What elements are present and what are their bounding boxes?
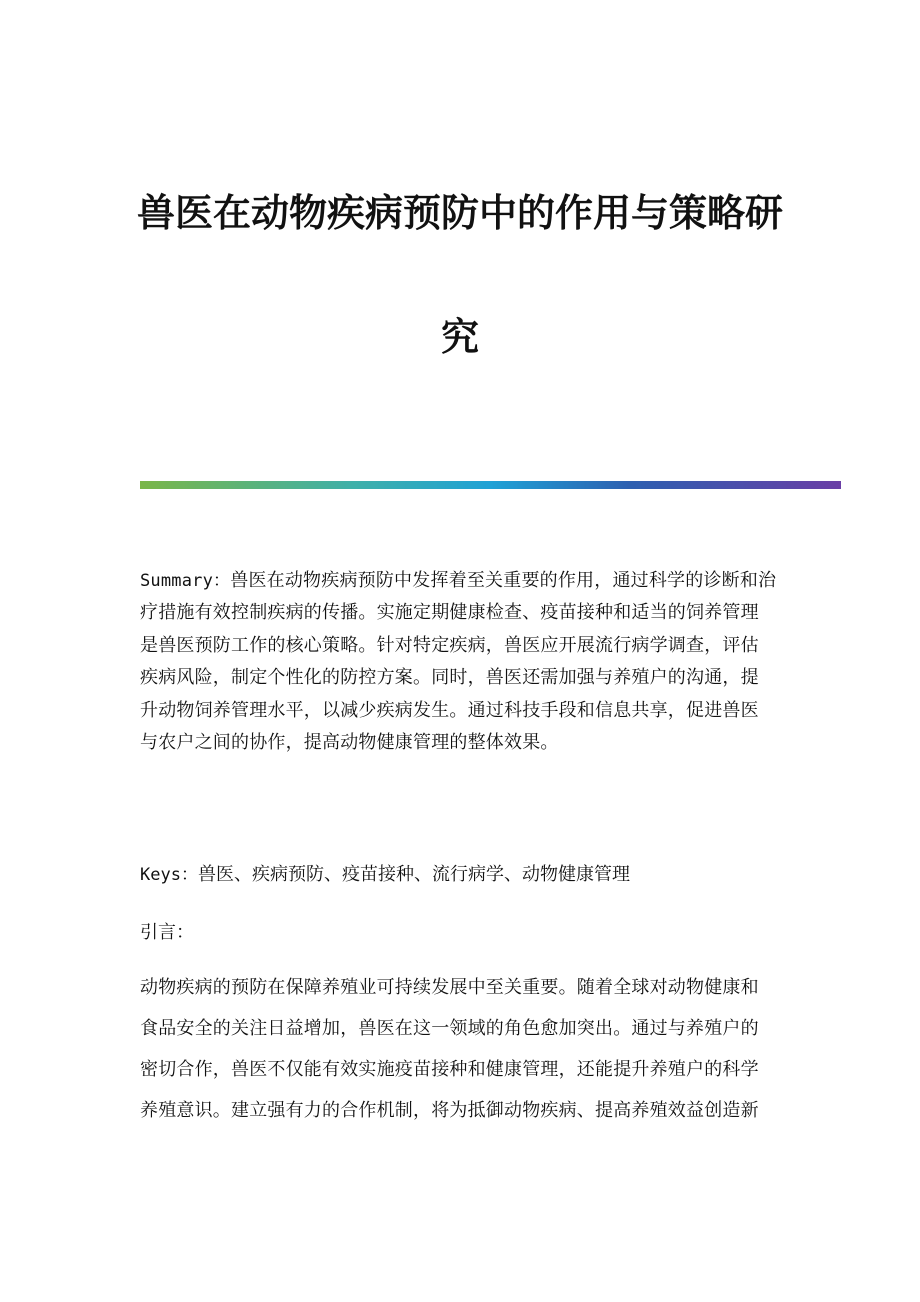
document-title-line-2: 究 [440,315,479,359]
summary-label: Summary： [140,571,231,591]
summary-line: 升动物饲养管理水平，以减少疾病发生。通过科技手段和信息共享，促进兽医 [140,699,759,721]
introduction-line: 养殖意识。建立强有力的合作机制，将为抵御动物疾病、提高养殖效益创造新 [140,1100,759,1121]
introduction-line: 动物疾病的预防在保障养殖业可持续发展中至关重要。随着全球对动物健康和 [140,977,759,998]
summary-line: 是兽医预防工作的核心策略。针对特定疾病，兽医应开展流行病学调查，评估 [140,634,759,656]
summary-line: 疗措施有效控制疾病的传播。实施定期健康检查、疫苗接种和适当的饲养管理 [140,602,759,624]
summary-line: 疾病风险，制定个性化的防控方案。同时，兽医还需加强与养殖户的沟通，提 [140,667,759,689]
summary-line [140,565,780,597]
keywords-line [140,859,780,891]
introduction-line: 密切合作，兽医不仅能有效实施疫苗接种和健康管理，还能提升养殖户的科学 [140,1059,759,1080]
keywords-label: Keys： [140,865,198,885]
summary-line-text: 兽医在动物疾病预防中发挥着至关重要的作用，通过科学的诊断和治 [230,570,777,591]
introduction-paragraph [140,967,780,1131]
document-title-line-1: 兽医在动物疾病预防中的作用与策略研 [136,191,783,235]
summary-line: 与农户之间的协作，提高动物健康管理的整体效果。 [140,732,559,754]
summary-paragraph [140,565,780,759]
keywords-value: 兽医、疾病预防、疫苗接种、流行病学、动物健康管理 [197,864,630,885]
introduction-heading: 引言： [140,922,194,943]
title-divider [140,481,841,489]
introduction-line: 食品安全的关注日益增加，兽医在这一领域的角色愈加突出。通过与养殖户的 [140,1018,759,1039]
